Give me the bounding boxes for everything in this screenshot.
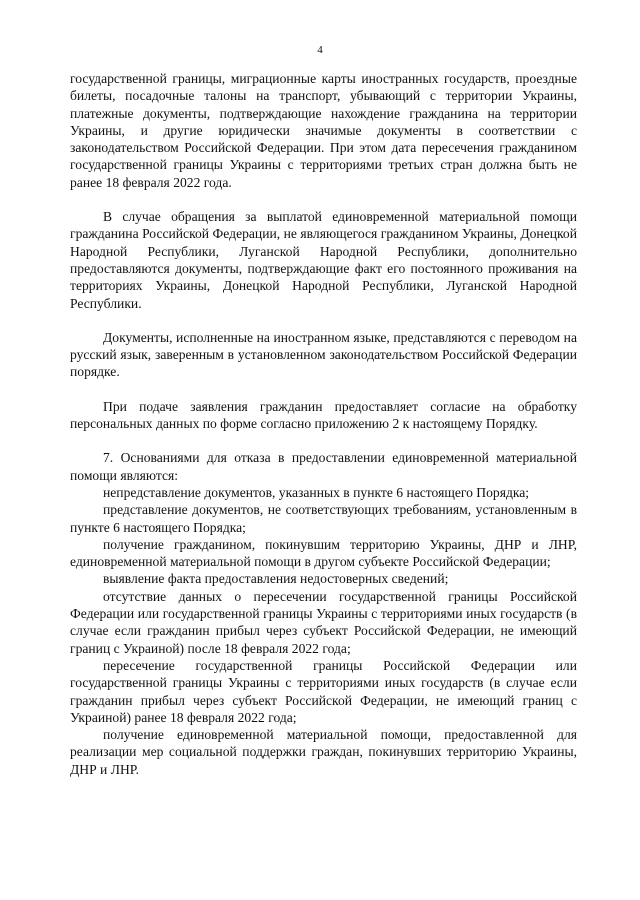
list-item: пересечение государственной границы Российской Федерации или государственной границы Украины с территориями иных государств (в случае если гражданин прибыл через субъект Российской Федерации, не имеющий границ с Украиной) ранее 18 февраля 2022 года; — [70, 657, 577, 725]
list-item: получение гражданином, покинувшим территорию Украины, ДНР и ЛНР, единовременной материальной помощи в другом субъекте Российской Федерации; — [70, 536, 577, 570]
paragraph-gap — [70, 432, 577, 449]
document-body — [70, 70, 577, 778]
refusal-grounds-list — [70, 484, 577, 778]
paragraph-gap — [70, 312, 577, 329]
paragraph-personal-data-consent: При подаче заявления гражданин предоставляет согласие на обработку персональных данных по форме согласно приложению 2 к настоящему Порядку. — [70, 398, 577, 432]
page-number: 4 — [317, 44, 323, 56]
paragraph-gap — [70, 381, 577, 398]
paragraph-gap — [70, 191, 577, 208]
list-item: выявление факта предоставления недостоверных сведений; — [103, 571, 449, 587]
list-item: отсутствие данных о пересечении государственной границы Российской Федерации или государственной границы Украины с территориями иных государств (в случае если гражданин прибыл через субъект Российской Федерации, не имеющий границ с Украиной) после 18 февраля 2022 года; — [70, 588, 577, 656]
list-item: представление документов, не соответствующих требованиям, установленным в пункте 6 настоящего Порядка; — [70, 502, 577, 535]
section-7-heading: 7. Основаниями для отказа в предоставлении единовременной материальной помощи являются: — [70, 450, 577, 483]
list-item: получение единовременной материальной помощи, предоставленной для реализации мер социальной поддержки граждан, покинувших территорию Украины, ДНР и ЛНР. — [70, 727, 577, 777]
list-item: непредставление документов, указанных в пункте 6 настоящего Порядка; — [103, 484, 530, 500]
paragraph-foreign-language-documents: Документы, исполненные на иностранном языке, представляются с переводом на русский язык, заверенным в установленном законодательством Российской Федерации порядке. — [70, 329, 577, 380]
paragraph-continuation: государственной границы, миграционные карты иностранных государств, проездные билеты, посадочные талоны на транспорт, убывающий с территории Украины, платежные документы, подтверждающие нахождение гражданина на территории Украины, и другие юридически значимые документы в соответствии с законодательством Российской Федерации. При этом дата пересечения гражданином государственной границы Украины с территориями третьих стран должна быть не ранее 18 февраля 2022 года. — [70, 71, 577, 190]
paragraph-rf-citizen-documents: В случае обращения за выплатой единовременной материальной помощи гражданина Российской Федерации, не являющегося гражданином Украины, Донецкой Народной Республики, Луганской Народной Республики, дополнительно предоставляются документы, подтверждающие факт его постоянного проживания на территориях Украины, Донецкой Народной Республики, Луганской Народной Республики. — [70, 209, 577, 311]
